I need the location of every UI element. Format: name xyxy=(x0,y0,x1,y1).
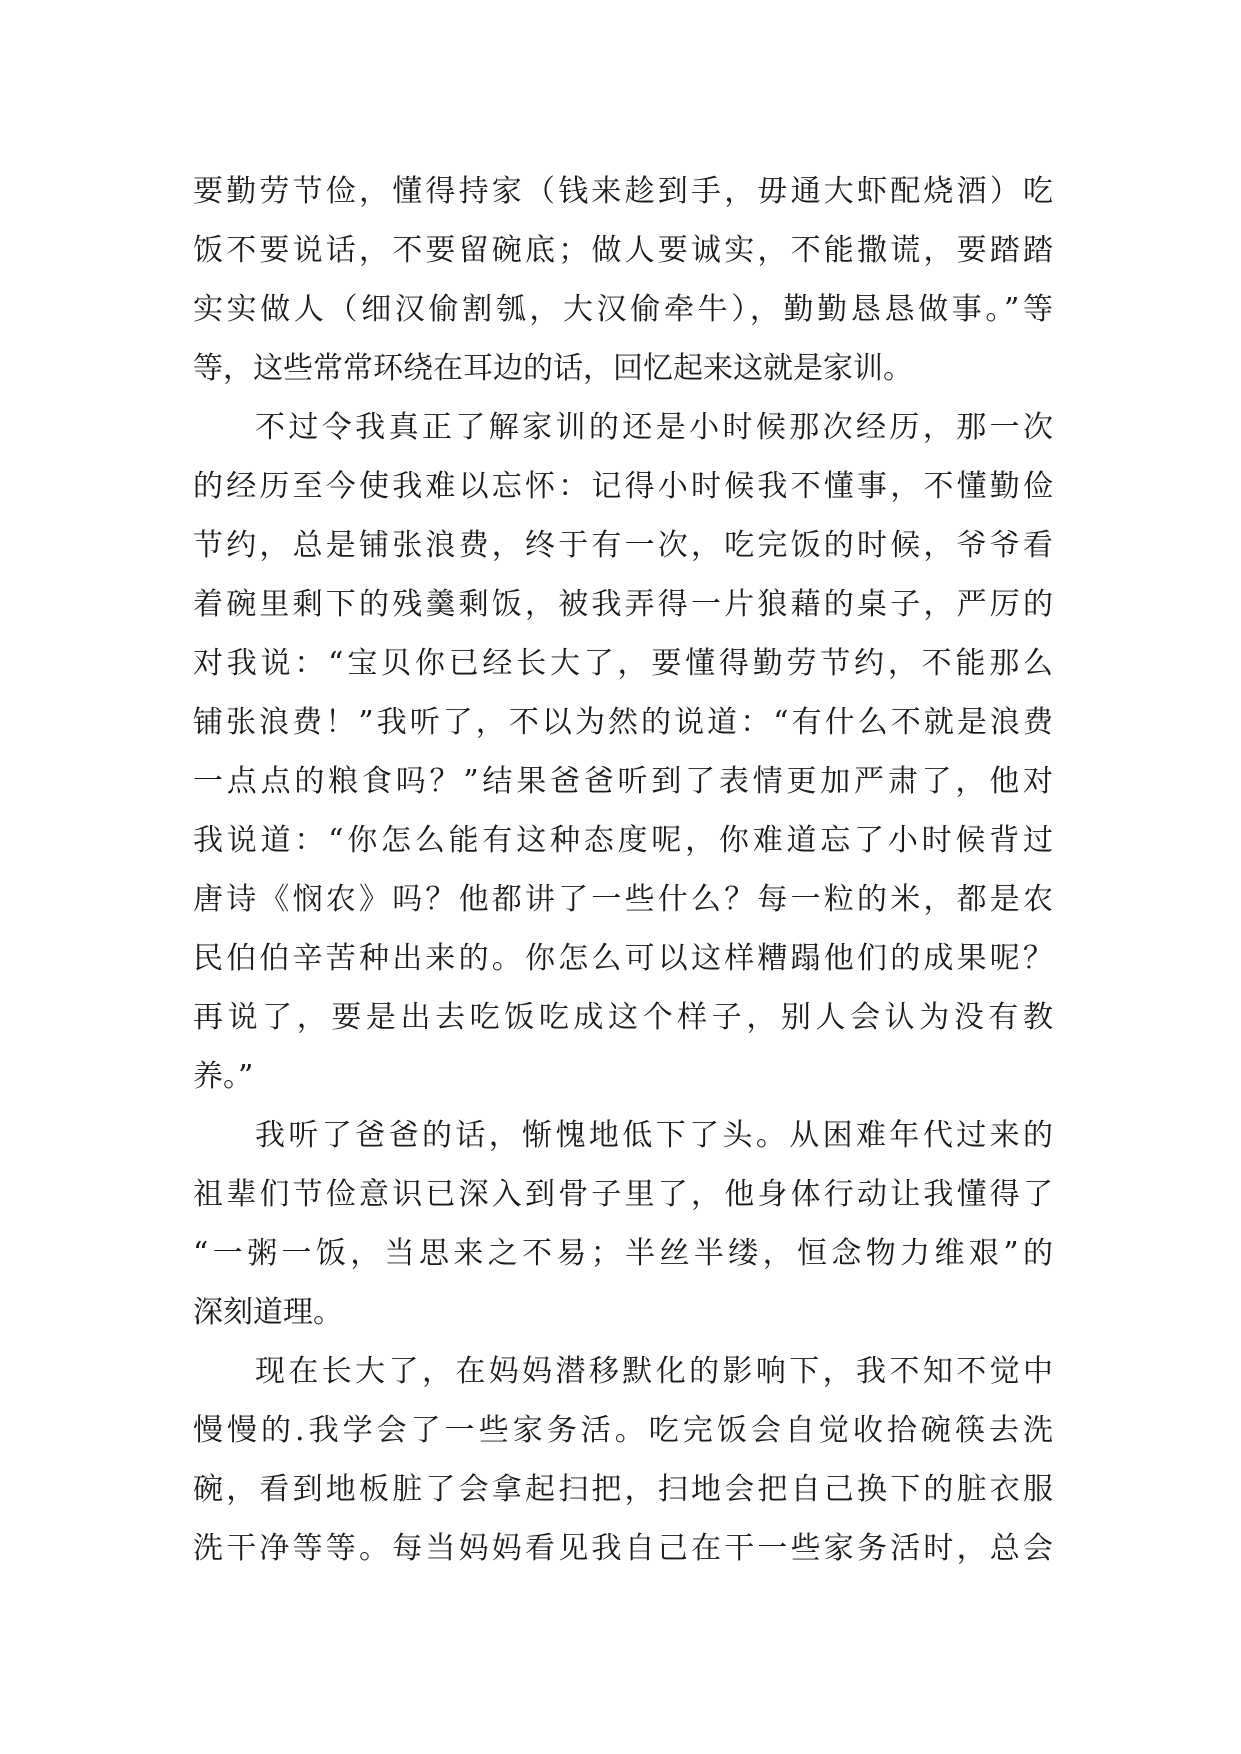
text-line: 深刻道理。 xyxy=(193,1295,343,1330)
text-line: 碗，看到地板脏了会拿起扫把，扫地会把自己换下的脏衣服 xyxy=(193,1472,1053,1507)
text-line: 着碗里剩下的残羹剩饭，被我弄得一片狼藉的桌子，严厉的 xyxy=(193,587,1053,622)
text-line: 对我说：“宝贝你已经长大了，要懂得勤劳节约，不能那么 xyxy=(193,646,1053,681)
text-line: 我说道：“你怎么能有这种态度呢，你难道忘了小时候背过 xyxy=(193,823,1053,858)
text-line: 我听了爸爸的话，惭愧地低下了头。从困难年代过来的 xyxy=(255,1118,1053,1153)
text-line: 的经历至今使我难以忘怀：记得小时候我不懂事，不懂勤俭 xyxy=(193,469,1053,504)
text-line: “一粥一饭，当思来之不易；半丝半缕，恒念物力维艰”的 xyxy=(193,1236,1053,1271)
text-line: 铺张浪费！”我听了，不以为然的说道：“有什么不就是浪费 xyxy=(193,705,1053,740)
text-line: 慢慢的.我学会了一些家务活。吃完饭会自觉收拾碗筷去洗 xyxy=(193,1413,1053,1448)
text-line: 实实做人（细汉偷割瓠，大汉偷牵牛），勤勤恳恳做事。”等 xyxy=(193,292,1053,327)
body-text xyxy=(193,162,1053,1578)
text-line: 不过令我真正了解家训的还是小时候那次经历，那一次 xyxy=(255,410,1053,445)
text-line: 祖辈们节俭意识已深入到骨子里了，他身体行动让我懂得了 xyxy=(193,1177,1053,1212)
text-line: 一点点的粮食吗？”结果爸爸听到了表情更加严肃了，他对 xyxy=(193,764,1053,799)
text-line: 养。” xyxy=(193,1059,254,1094)
paragraph xyxy=(193,1106,1053,1342)
text-line: 节约，总是铺张浪费，终于有一次，吃完饭的时候，爷爷看 xyxy=(193,528,1053,563)
text-line: 唐诗《悯农》吗？他都讲了一些什么？每一粒的米，都是农 xyxy=(193,882,1053,917)
text-line: 饭不要说话，不要留碗底；做人要诚实，不能撒谎，要踏踏 xyxy=(193,233,1053,268)
text-line: 等，这些常常环绕在耳边的话，回忆起来这就是家训。 xyxy=(193,351,913,386)
text-line: 现在长大了，在妈妈潜移默化的影响下，我不知不觉中 xyxy=(255,1354,1053,1389)
paragraph xyxy=(193,398,1053,1106)
paragraph xyxy=(193,1342,1053,1578)
text-line: 民伯伯辛苦种出来的。你怎么可以这样糟蹋他们的成果呢？ xyxy=(193,941,1053,976)
text-line: 洗干净等等。每当妈妈看见我自己在干一些家务活时，总会 xyxy=(193,1531,1053,1566)
paragraph xyxy=(193,162,1053,398)
text-line: 要勤劳节俭，懂得持家（钱来趁到手，毋通大虾配烧酒）吃 xyxy=(193,174,1053,209)
text-line: 再说了，要是出去吃饭吃成这个样子，别人会认为没有教 xyxy=(193,1000,1053,1035)
